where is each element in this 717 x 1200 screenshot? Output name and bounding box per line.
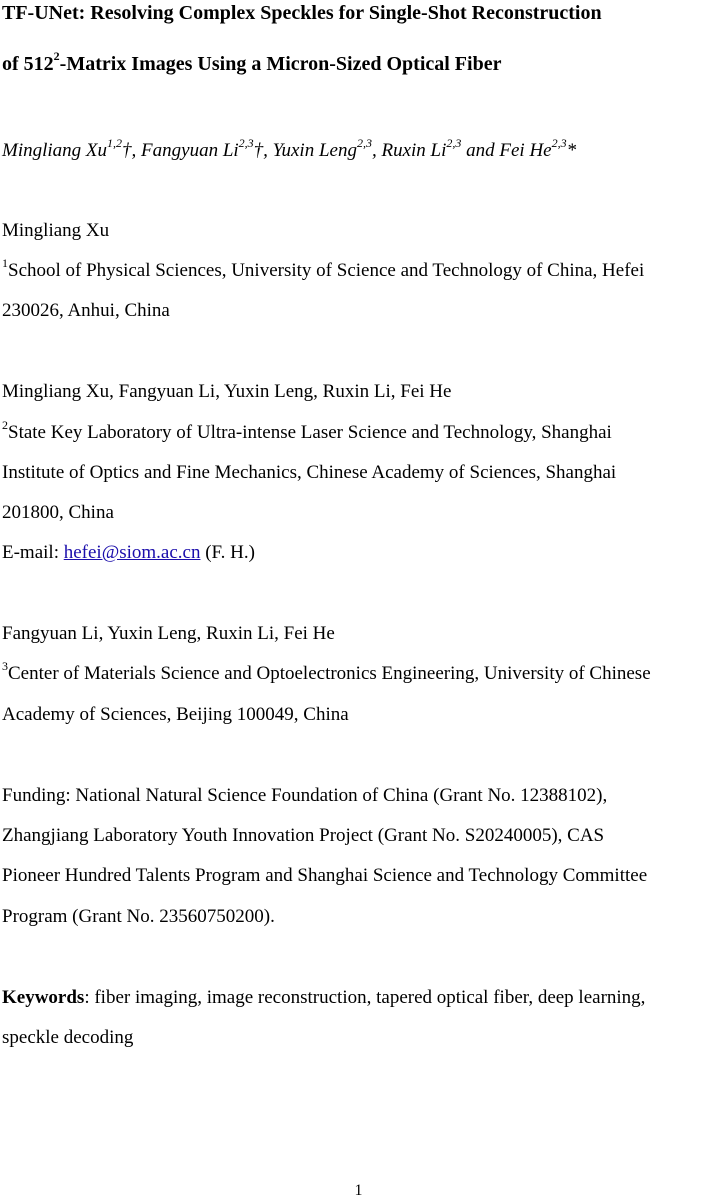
title-text-2b: -Matrix Images Using a Micron-Sized Optical Fiber [59, 53, 502, 75]
author-2-mark: †, [253, 140, 273, 161]
author-list [2, 135, 577, 162]
author-1-affil: 1,2 [107, 135, 123, 150]
aff2-text-1: State Key Laboratory of Ultra-intense Laser Science and Technology, Shanghai [8, 422, 612, 443]
aff1-line-1 [2, 255, 645, 282]
aff3-line-2: Academy of Sciences, Beijing 100049, China [2, 704, 349, 725]
email-label: E-mail: [2, 542, 64, 563]
author-5-affil: 2,3 [551, 135, 567, 150]
aff3-line-1 [2, 658, 651, 685]
author-5-mark: * [566, 140, 577, 161]
funding-line-1: Funding: National Natural Science Foundation of China (Grant No. 12388102), [2, 785, 608, 806]
author-3: Yuxin Leng [272, 140, 357, 161]
aff1-number: 1 [2, 255, 8, 270]
aff2-email-line [2, 542, 255, 564]
author-5: Fei He [499, 140, 552, 161]
keywords-text-1: : fiber imaging, image reconstruction, tapered optical fiber, deep learning, [84, 987, 646, 1008]
paper-title-line-2 [2, 49, 502, 76]
aff2-line-2: Institute of Optics and Fine Mechanics, Chinese Academy of Sciences, Shanghai [2, 462, 617, 483]
funding-line-4: Program (Grant No. 23560750200). [2, 906, 275, 927]
author-2-affil: 2,3 [238, 135, 254, 150]
title-superscript: 2 [53, 49, 60, 64]
keywords-line-2: speckle decoding [2, 1027, 134, 1048]
keywords-line-1 [2, 987, 645, 1009]
author-4-sep: and [461, 140, 500, 161]
aff2-members: Mingliang Xu, Fangyuan Li, Yuxin Leng, Ruxin Li, Fei He [2, 381, 452, 402]
aff3-number: 3 [2, 658, 8, 673]
aff2-line-1 [2, 417, 612, 444]
funding-line-2: Zhangjiang Laboratory Youth Innovation Project (Grant No. S20240005), CAS [2, 825, 605, 846]
aff2-number: 2 [2, 417, 8, 432]
funding-line-3: Pioneer Hundred Talents Program and Shanghai Science and Technology Committee [2, 865, 648, 886]
author-1: Mingliang Xu [2, 140, 108, 161]
aff1-text-1: School of Physical Sciences, University of Science and Technology of China, Hefei [8, 260, 645, 281]
aff2-line-3: 201800, China [2, 502, 114, 523]
email-link[interactable]: hefei@siom.ac.cn [63, 542, 201, 563]
aff1-members: Mingliang Xu [2, 220, 110, 241]
author-1-mark: †, [122, 140, 142, 161]
paper-title-line-1 [2, 1, 602, 25]
aff3-text-1: Center of Materials Science and Optoelectronics Engineering, University of Chinese [8, 663, 651, 684]
title-text-1: TF-UNet: Resolving Complex Speckles for Single-Shot Reconstruction [2, 2, 602, 24]
page-number: 1 [354, 1182, 363, 1199]
author-3-sep: , [371, 140, 382, 161]
author-3-affil: 2,3 [356, 135, 372, 150]
title-text-2a: of 512 [2, 53, 54, 75]
aff3-members: Fangyuan Li, Yuxin Leng, Ruxin Li, Fei He [2, 623, 335, 644]
author-2: Fangyuan Li [141, 140, 239, 161]
aff1-line-2: 230026, Anhui, China [2, 300, 170, 321]
author-4-affil: 2,3 [446, 135, 462, 150]
keywords-label: Keywords [2, 987, 85, 1008]
author-4: Ruxin Li [381, 140, 447, 161]
email-suffix: (F. H.) [200, 542, 255, 563]
